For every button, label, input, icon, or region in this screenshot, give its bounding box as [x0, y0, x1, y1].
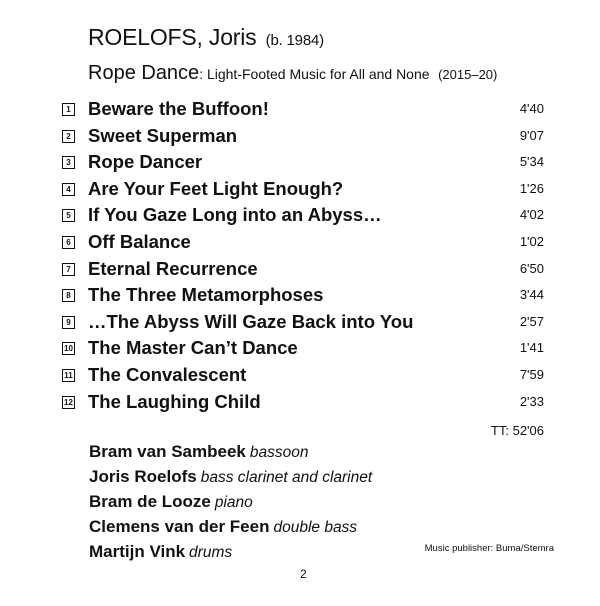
performer-instrument: double bass	[273, 519, 358, 536]
track-title: Sweet Superman	[88, 124, 238, 146]
track-row	[62, 176, 544, 203]
composer-heading	[88, 24, 324, 51]
work-subtitle: : Light-Footed Music for All and None	[199, 66, 430, 82]
performer-row	[89, 440, 372, 465]
track-duration: 3'44	[519, 287, 544, 303]
track-number-box: 3	[62, 156, 75, 169]
performer-name: Martijn Vink	[89, 542, 186, 561]
track-title: Eternal Recurrence	[88, 257, 258, 279]
track-duration: 1'41	[519, 340, 544, 356]
track-title: Off Balance	[88, 230, 191, 252]
track-title: Beware the Buffoon!	[88, 98, 269, 119]
track-row	[62, 123, 544, 150]
track-title: Rope Dancer	[88, 151, 203, 173]
track-number-box: 11	[62, 369, 75, 382]
track-number-box: 12	[62, 396, 75, 409]
performer-instrument: bassoon	[249, 444, 309, 461]
performer-name: Clemens van der Feen	[89, 517, 270, 536]
track-list	[62, 96, 544, 415]
track-duration: 6'50	[519, 260, 544, 276]
track-title: The Convalescent	[88, 363, 247, 385]
track-number-box: 9	[62, 316, 75, 329]
track-duration: 1'26	[519, 180, 544, 196]
track-title: If You Gaze Long into an Abyss…	[88, 204, 382, 226]
track-number-box: 8	[62, 289, 75, 302]
performer-instrument: drums	[189, 544, 233, 561]
performer-instrument: piano	[214, 494, 253, 511]
track-row	[62, 202, 544, 229]
track-title: …The Abyss Will Gaze Back into You	[88, 310, 414, 332]
performer-row	[89, 540, 372, 565]
total-time: TT: 52'06	[490, 423, 544, 438]
track-duration: 5'34	[519, 154, 544, 170]
track-title: The Laughing Child	[88, 390, 261, 412]
work-title: Rope Dance	[88, 62, 200, 84]
track-number-box: 7	[62, 263, 75, 276]
track-duration: 7'59	[519, 366, 544, 382]
performer-list	[89, 440, 372, 565]
page-number: 2	[300, 567, 307, 581]
track-duration: 2'33	[519, 393, 544, 409]
composer-name: ROELOFS, Joris	[88, 24, 257, 50]
track-row	[62, 149, 544, 176]
track-row	[62, 282, 544, 309]
performer-row	[89, 490, 372, 515]
performer-name: Joris Roelofs	[89, 467, 197, 486]
track-number-box: 1	[62, 103, 75, 116]
track-number-box: 6	[62, 236, 75, 249]
track-title: Are Your Feet Light Enough?	[88, 177, 344, 199]
track-number-box: 10	[62, 342, 75, 355]
track-title: The Master Can’t Dance	[88, 337, 298, 359]
performer-name: Bram van Sambeek	[89, 442, 246, 461]
performer-instrument: bass clarinet and clarinet	[200, 469, 373, 486]
track-row	[62, 229, 544, 256]
work-heading	[88, 62, 497, 85]
work-years: (2015–20)	[438, 67, 498, 82]
music-publisher-note: Music publisher: Buma/Stemra	[424, 543, 554, 554]
track-duration: 1'02	[519, 233, 544, 249]
track-duration: 2'57	[519, 313, 544, 329]
track-row	[62, 335, 544, 362]
track-duration: 4'40	[519, 101, 544, 116]
track-title: The Three Metamorphoses	[88, 284, 324, 306]
track-row	[62, 362, 544, 389]
track-row	[62, 96, 544, 123]
track-duration: 9'07	[519, 127, 544, 143]
track-row	[62, 256, 544, 283]
track-row	[62, 309, 544, 336]
performer-name: Bram de Looze	[89, 492, 211, 511]
track-number-box: 4	[62, 183, 75, 196]
performer-row	[89, 465, 372, 490]
track-number-box: 5	[62, 209, 75, 222]
composer-dates: (b. 1984)	[265, 32, 324, 49]
track-row	[62, 389, 544, 416]
performer-row	[89, 515, 372, 540]
track-number-box: 2	[62, 130, 75, 143]
track-duration: 4'02	[519, 207, 544, 223]
